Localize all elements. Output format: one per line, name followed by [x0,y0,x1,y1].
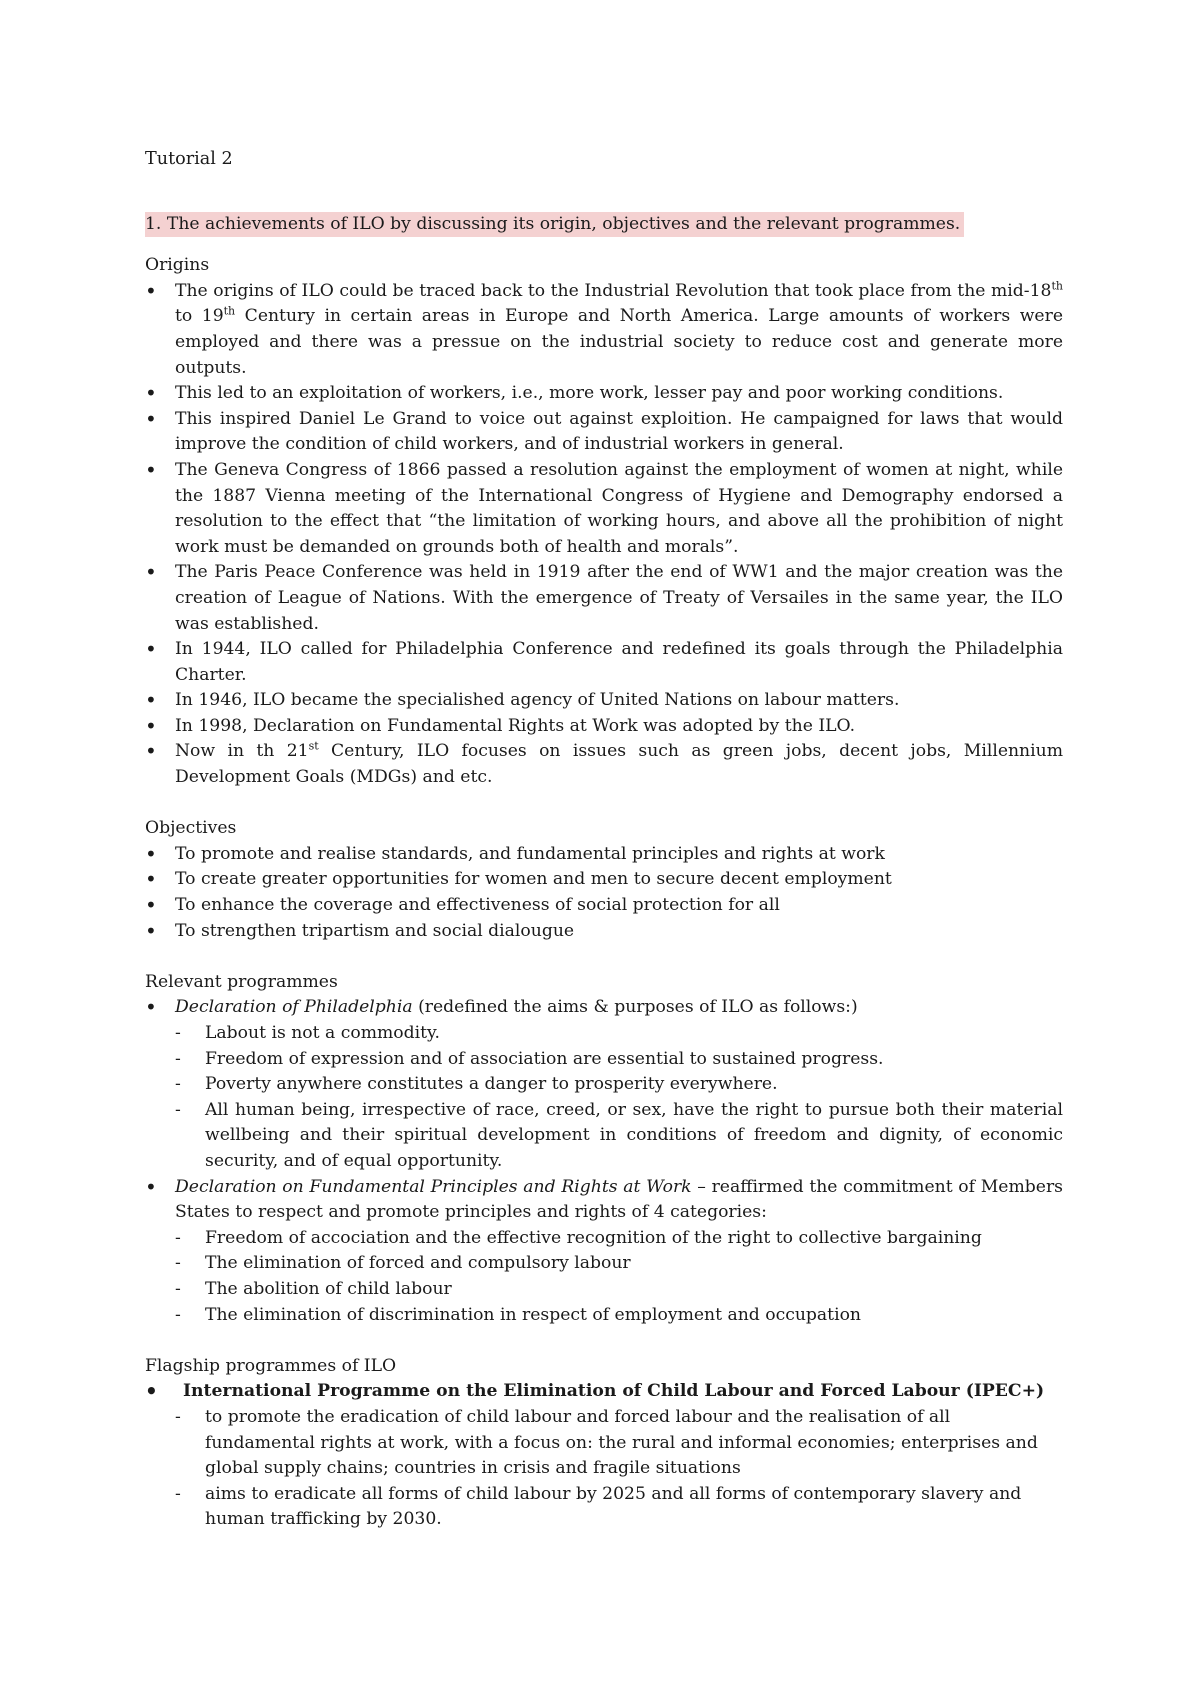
list-item: • In 1998, Declaration on Fundamental Rights at Work was adopted by the ILO. [145,714,1063,740]
objectives-section [145,816,1063,944]
objectives-heading: Objectives [145,818,237,839]
programmes-section [145,970,1063,1328]
list-item: • To create greater opportunities for women and men to secure decent employment [145,867,1063,893]
programmes-list [145,995,1063,1021]
sub-list-item: - aims to eradicate all forms of child labour by 2025 and all forms of contemporary slavery and human trafficking by 2030. [145,1482,1063,1533]
origins-list [145,279,1063,791]
page-title: Tutorial 2 [145,149,233,169]
fundamental-desc: – reaffirmed the commitment of Members States to respect and promote principles and rights of 4 categories: [175,1176,1063,1223]
sub-list-item: - Freedom of accociation and the effective recognition of the right to collective bargaining [145,1226,1063,1252]
philadelphia-sublist [145,1021,1063,1175]
sub-list-item: - The elimination of discrimination in respect of employment and occupation [145,1303,1063,1329]
list-item: • In 1944, ILO called for Philadelphia Conference and redefined its goals through the Philadelphia Charter. [145,637,1063,688]
document-content [145,147,1063,1533]
programmes-heading: Relevant programmes [145,971,338,992]
list-item: • The origins of ILO could be traced back to the Industrial Revolution that took place from the mid-18th to 19th Century in certain areas in Europe and North America. Large amounts of workers were employed and there was a pressue on the industrial society to reduce cost and generate more outputs. [145,279,1063,381]
philadelphia-title: Declaration of Philadelphia [175,997,413,1018]
origins-heading: Origins [145,255,210,276]
list-item: • This inspired Daniel Le Grand to voice out against exploition. He campaigned for laws that would improve the condition of child workers, and of industrial workers in general. [145,407,1063,458]
list-item: • To promote and realise standards, and fundamental principles and rights at work [145,842,1063,868]
sub-list-item: - Labout is not a commodity. [145,1021,1063,1047]
objectives-list [145,842,1063,944]
question-line [145,212,1063,254]
ipec-sublist [145,1405,1063,1533]
flagship-list [145,1379,1063,1405]
sub-list-item: - The abolition of child labour [145,1277,1063,1303]
fundamental-title: Declaration on Fundamental Principles and Rights at Work [175,1176,692,1197]
sub-list-item: - Poverty anywhere constitutes a danger to prosperity everywhere. [145,1072,1063,1098]
list-item: • This led to an exploitation of workers, i.e., more work, lesser pay and poor working conditions. [145,381,1063,407]
list-item: • The Paris Peace Conference was held in 1919 after the end of WW1 and the major creation was the creation of League of Nations. With the emergence of Treaty of Versailes in the same year, the ILO was established. [145,560,1063,637]
sub-list-item: - All human being, irrespective of race, creed, or sex, have the right to pursue both their material wellbeing and their spiritual development in conditions of freedom and dignity, of economic security, and of equal opportunity. [145,1098,1063,1175]
philadelphia-desc: (redefined the aims & purposes of ILO as follows:) [412,997,858,1018]
list-item: • In 1946, ILO became the specialished agency of United Nations on labour matters. [145,688,1063,714]
flagship-heading: Flagship programmes of ILO [145,1355,397,1376]
sub-list-item: - Freedom of expression and of association are essential to sustained progress. [145,1047,1063,1073]
list-item: • The Geneva Congress of 1866 passed a resolution against the employment of women at night, while the 1887 Vienna meeting of the International Congress of Hygiene and Demography endorsed a resolution to the effect that “the limitation of working hours, and above all the prohibition of night work must be demanded on grounds both of health and morals”. [145,458,1063,560]
list-item: • To strengthen tripartism and social dialougue [145,919,1063,945]
flagship-section [145,1354,1063,1533]
sub-list-item: - The elimination of forced and compulsory labour [145,1251,1063,1277]
origins-section [145,253,1063,790]
list-item [145,995,1063,1021]
sub-list-item: - to promote the eradication of child labour and forced labour and the realisation of all fundamental rights at work, with a focus on: the rural and informal economies; enterprises and global supply chains; countries in crisis and fragile situations [145,1405,1063,1482]
programmes-list-2 [145,1175,1063,1226]
list-item: • To enhance the coverage and effectiveness of social protection for all [145,893,1063,919]
ipec-title: • International Programme on the Elimination of Child Labour and Forced Labour (IPEC+) [145,1379,1063,1405]
list-item: • Now in th 21st Century, ILO focuses on issues such as green jobs, decent jobs, Millennium Development Goals (MDGs) and etc. [145,739,1063,790]
question-highlight: 1. The achievements of ILO by discussing its origin, objectives and the relevant programmes. [145,212,964,238]
list-item [145,1175,1063,1226]
fundamental-sublist [145,1226,1063,1328]
